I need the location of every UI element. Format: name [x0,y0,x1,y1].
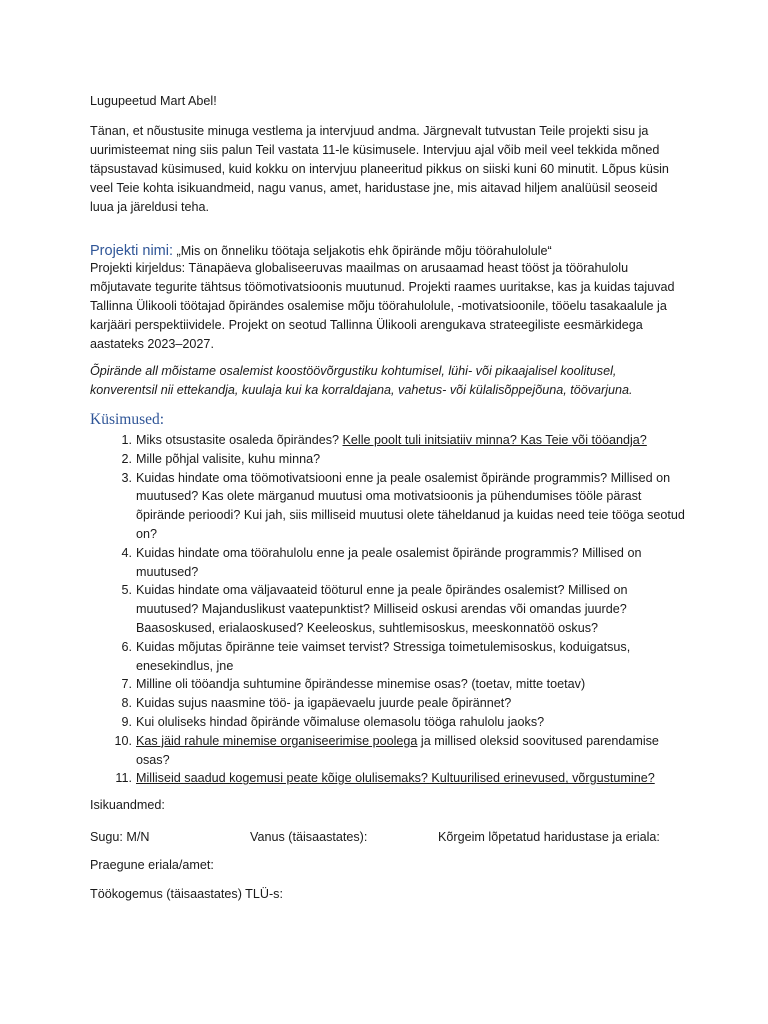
question-underlined: Milliseid saadud kogemusi peate kõige olulisemaks? Kultuurilised erinevused, võrgustumine? [136,771,655,786]
question-item [90,581,690,637]
question-text: Kui oluliseks hindad õpirände võimaluse olemasolu tööga rahulolu jaoks? [136,714,545,729]
question-text: Kuidas hindate oma väljavaateid tööturul enne ja peale õpirändes osalemist? Millised on muutused? Majanduslikust vaatepunktist? Milliseid oskusi arendas või omandas juurde? Baasoskused, erialaoskused? Keeleoskus, suhtlemisoskus, meeskonnatöö oskus? [136,583,628,635]
questions-list [90,431,690,788]
question-text: Miks otsustasite osaleda õpirändes? [136,433,343,447]
question-number: 1. [121,433,132,447]
question-number: 2. [121,451,132,466]
question-item [90,469,690,544]
question-item [90,732,690,770]
question-text: Kuidas hindate oma töömotivatsiooni enne ja peale osalemist õpirände programmis? Millised on muutused? Kas olete märganud muutusi oma motivatsioonis ja pühendumises tööle pärast õpirände perioodi? Kui jah, siis milliseid muutusi olete täheldanud ja kuidas need teie tööga seotud on? [136,470,685,541]
question-text: Kuidas mõjutas õpiränne teie vaimset tervist? Stressiga toimetulemisoskus, koduigatsus, enesekindlus, jne [136,639,631,673]
project-name [90,241,552,261]
question-number: 4. [121,545,132,560]
project-name-value: „Mis on õnneliku töötaja seljakotis ehk õpirände mõju töörahulolule“ [173,243,552,258]
questions-heading: Küsimused: [90,411,165,428]
question-text: Mille põhjal valisite, kuhu minna? [136,451,321,466]
question-text: Kuidas hindate oma töörahulolu enne ja peale osalemist õpirände programmis? Millised on muutused? [136,545,642,579]
question-item [90,431,690,450]
education-field-label: Kõrgeim lõpetatud haridustase ja eriala: [438,830,660,844]
current-position-label: Praegune eriala/amet: [90,858,214,872]
question-number: 3. [121,470,132,485]
intro-paragraph: Tänan, et nõustusite minuga vestlema ja intervjuud andma. Järgnevalt tutvustan Teile projekti sisu ja uurimisteemat ning siis palun Teil vastata 11-le küsimusele. Intervjuu ajal võib meil veel tekkida mõned täpsustavad küsimused, kuid kokku on intervjuu planeeritud pikkus on siiski kuni 60 minutit. Lõpus küsin veel Teie kohta isikuandmeid, nagu vanus, amet, haridustase jne, mis aitavad hiljem analüüsil seoseid luua ja järeldusi teha. [90,124,669,214]
question-item [90,769,690,788]
personal-data-heading: Isikuandmed: [90,798,165,812]
question-number: 8. [121,696,132,711]
question-number: 10. [114,733,132,748]
question-number: 7. [121,677,132,692]
work-experience-label: Töökogemus (täisaastates) TLÜ-s: [90,887,283,901]
question-item [90,638,690,676]
question-item [90,450,690,469]
sex-field-label: Sugu: M/N [90,830,150,844]
question-text: Milline oli tööandja suhtumine õpirändesse minemise osas? (toetav, mitte toetav) [136,677,586,692]
age-field-label: Vanus (täisaastates): [250,830,368,844]
question-text: ja millised oleksid soovitused parendamise osas? [136,733,659,767]
question-number: 9. [121,714,132,729]
project-description: Projekti kirjeldus: Tänapäeva globaliseeruvas maailmas on arusaamad heast tööst ja töörahulolu mõjutavate tegurite tähtsus töömotivatsioonis muutunud. Projekti raames uuritakse, kas ja kuidas tajuvad Tallinna Ülikooli töötajad õpirändes osalemise mõju töörahulolule, -motivatsioonile, tööelu tasakaalule ja karjääri perspektiividele. Projekt on seotud Tallinna Ülikooli arengukava strateegiliste eesmärkidega aastateks 2023–2027. [90,261,675,351]
question-item [90,713,690,732]
question-text: Kuidas sujus naasmine töö- ja igapäevaelu juurde peale õpirännet? [136,696,512,711]
greeting: Lugupeetud Mart Abel! [90,94,217,108]
question-underlined: Kas jäid rahule minemise organiseerimise poolega [136,733,418,748]
question-number: 5. [121,583,132,598]
project-name-label: Projekti nimi: [90,242,173,259]
definition-paragraph: Õpirände all mõistame osalemist koostöövõrgustiku kohtumisel, lühi- või pikaajalisel koolitusel, konverentsil nii ettekandja, kuulaja kui ka korraldajana, vahetus- või külalisõppejõuna, töövarjuna. [90,364,633,397]
question-number: 11. [115,771,132,786]
question-item [90,694,690,713]
question-item [90,544,690,582]
question-item [90,675,690,694]
question-number: 6. [121,639,132,654]
question-underlined: Kelle poolt tuli initsiatiiv minna? Kas Teie või tööandja? [342,433,647,447]
